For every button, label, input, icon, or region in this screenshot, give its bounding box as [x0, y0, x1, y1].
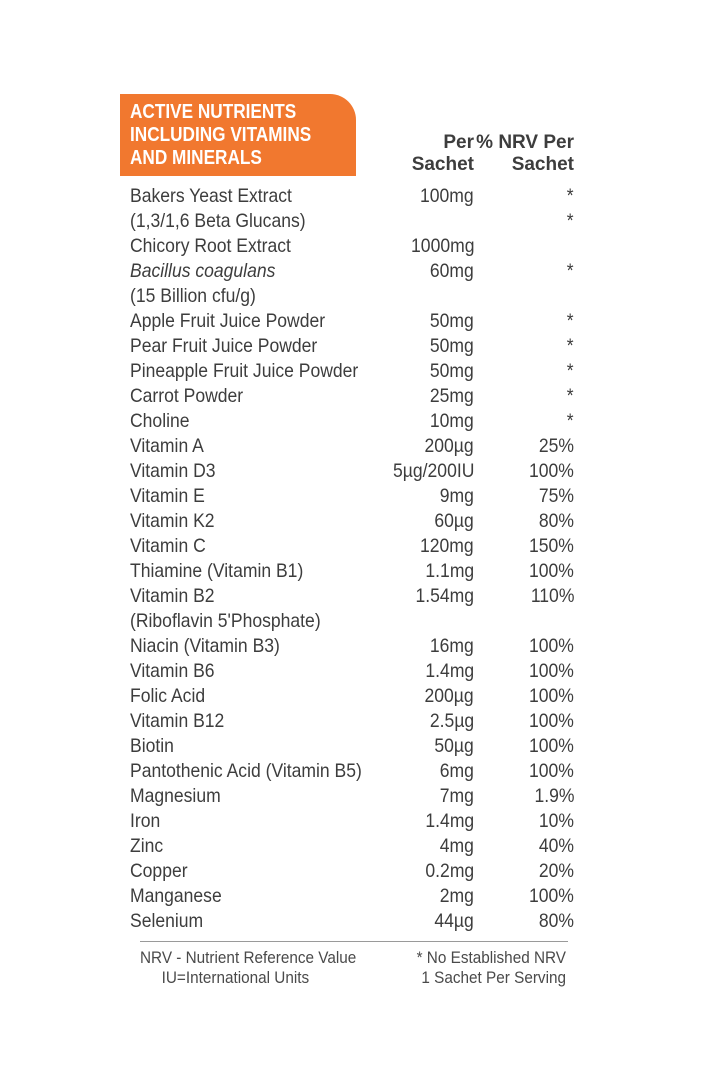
nrv-percent: * — [567, 310, 574, 332]
amount-per-sachet: 7mg — [439, 785, 474, 807]
nutrient-name: Niacin (Vitamin B3) — [130, 635, 280, 657]
footer-note: 1 Sachet Per Serving — [421, 968, 566, 987]
amount-per-sachet: 50mg — [430, 335, 474, 357]
nutrient-name: Vitamin E — [130, 485, 205, 507]
nutrient-name: (15 Billion cfu/g) — [130, 285, 256, 307]
nutrient-name: Carrot Powder — [130, 385, 244, 407]
section-title-line: AND MINERALS — [130, 147, 262, 169]
nutrient-name: Selenium — [130, 910, 204, 932]
amount-per-sachet: 50mg — [430, 360, 474, 382]
nrv-percent: 20% — [538, 860, 574, 882]
column-header-line: Sachet — [511, 154, 574, 175]
nutrient-name: Iron — [130, 810, 161, 832]
nutrient-name: Choline — [130, 410, 190, 432]
nrv-percent: 25% — [538, 435, 574, 457]
amount-per-sachet: 1.4mg — [425, 660, 474, 682]
amount-per-sachet: 10mg — [430, 410, 474, 432]
footer-note: NRV - Nutrient Reference Value — [140, 948, 357, 967]
amount-per-sachet: 25mg — [430, 385, 474, 407]
table-row — [120, 334, 580, 359]
nutrient-name: Vitamin D3 — [130, 460, 216, 482]
amount-per-sachet: 100mg — [420, 185, 474, 207]
nrv-percent: 100% — [529, 735, 574, 757]
amount-per-sachet: 120mg — [420, 535, 474, 557]
nutrient-name: Folic Acid — [130, 685, 206, 707]
table-row — [120, 384, 580, 409]
nrv-percent: 1.9% — [533, 785, 574, 807]
nutrient-name: Apple Fruit Juice Powder — [130, 310, 326, 332]
nutrient-name: Magnesium — [130, 785, 221, 807]
table-row — [120, 584, 580, 609]
nrv-percent: 100% — [529, 710, 574, 732]
nutrient-name: (Riboflavin 5'Phosphate) — [130, 610, 321, 632]
nutrition-panel — [120, 94, 580, 934]
nrv-percent: * — [567, 410, 574, 432]
nrv-percent: 75% — [538, 485, 574, 507]
nrv-percent: * — [567, 210, 574, 232]
nutrient-name: Pear Fruit Juice Powder — [130, 335, 318, 357]
nrv-percent: 100% — [529, 560, 574, 582]
amount-per-sachet: 1.1mg — [425, 560, 474, 582]
table-row — [120, 284, 580, 309]
table-row — [120, 209, 580, 234]
amount-per-sachet: 6mg — [439, 760, 474, 782]
amount-per-sachet: 2.5µg — [429, 710, 474, 732]
table-row — [120, 834, 580, 859]
nrv-percent: 150% — [529, 535, 574, 557]
column-header-line: % NRV Per — [476, 132, 574, 153]
nrv-percent: * — [567, 335, 574, 357]
nutrient-name: Vitamin C — [130, 535, 206, 557]
table-row — [120, 684, 580, 709]
nrv-percent: * — [567, 385, 574, 407]
amount-per-sachet: 50mg — [430, 310, 474, 332]
table-row — [120, 809, 580, 834]
table-header — [120, 94, 580, 178]
footer-notes-right — [400, 948, 566, 988]
nrv-percent: 80% — [538, 910, 574, 932]
table-row — [120, 309, 580, 334]
section-title-line: ACTIVE NUTRIENTS — [130, 101, 297, 123]
nutrient-name: Vitamin A — [130, 435, 204, 457]
table-row — [120, 559, 580, 584]
nutrient-name: Bacillus coagulans — [130, 260, 276, 282]
nutrient-name: Pineapple Fruit Juice Powder — [130, 360, 359, 382]
nutrient-name: Vitamin B12 — [130, 710, 225, 732]
footer-divider — [140, 941, 568, 942]
nrv-percent: 80% — [538, 510, 574, 532]
table-row — [120, 359, 580, 384]
table-row — [120, 909, 580, 934]
amount-per-sachet: 0.2mg — [425, 860, 474, 882]
nrv-percent: 10% — [538, 810, 574, 832]
nrv-percent: * — [567, 360, 574, 382]
nutrient-name: Copper — [130, 860, 188, 882]
amount-per-sachet: 200µg — [424, 685, 474, 707]
table-row — [120, 784, 580, 809]
nrv-percent: 40% — [538, 835, 574, 857]
amount-per-sachet: 60µg — [434, 510, 474, 532]
nutrient-name: Vitamin B6 — [130, 660, 215, 682]
nutrient-name: Manganese — [130, 885, 222, 907]
nutrient-name: Pantothenic Acid (Vitamin B5) — [130, 760, 362, 782]
amount-per-sachet: 4mg — [439, 835, 474, 857]
table-row — [120, 859, 580, 884]
table-row — [120, 184, 580, 209]
nrv-percent: * — [567, 185, 574, 207]
nutrient-name: Chicory Root Extract — [130, 235, 291, 257]
nrv-percent: 100% — [529, 760, 574, 782]
amount-per-sachet: 9mg — [439, 485, 474, 507]
nutrient-name: Vitamin B2 — [130, 585, 215, 607]
amount-per-sachet: 5µg/200IU — [392, 460, 474, 482]
amount-per-sachet: 1000mg — [410, 235, 474, 257]
table-row — [120, 734, 580, 759]
nrv-percent: 100% — [529, 685, 574, 707]
footer-note: IU=International Units — [161, 968, 310, 987]
table-row — [120, 459, 580, 484]
nrv-percent: 110% — [530, 585, 574, 607]
nrv-percent: 100% — [529, 635, 574, 657]
section-title-badge — [120, 94, 356, 176]
nutrient-name: Zinc — [130, 835, 164, 857]
table-row — [120, 534, 580, 559]
column-header-line: Per — [443, 132, 474, 153]
amount-per-sachet: 1.54mg — [415, 585, 474, 607]
table-row — [120, 434, 580, 459]
section-title-line: INCLUDING VITAMINS — [130, 124, 312, 146]
table-row — [120, 234, 580, 259]
nutrient-name: Vitamin K2 — [130, 510, 215, 532]
table-row — [120, 709, 580, 734]
amount-per-sachet: 60mg — [430, 260, 474, 282]
table-row — [120, 759, 580, 784]
table-row — [120, 409, 580, 434]
nrv-percent: 100% — [529, 460, 574, 482]
amount-per-sachet: 16mg — [430, 635, 474, 657]
column-header-line: Sachet — [411, 154, 474, 175]
nrv-percent: 100% — [529, 885, 574, 907]
footer-note: * No Established NRV — [416, 948, 566, 967]
column-header-nrv — [476, 132, 574, 176]
column-header-per-sachet — [412, 132, 474, 176]
nutrient-name: Bakers Yeast Extract — [130, 185, 292, 207]
nutrient-name: Biotin — [130, 735, 174, 757]
nrv-percent: * — [567, 260, 574, 282]
table-row — [120, 659, 580, 684]
table-row — [120, 509, 580, 534]
table-row — [120, 634, 580, 659]
amount-per-sachet: 44µg — [434, 910, 474, 932]
table-row — [120, 484, 580, 509]
table-row — [120, 259, 580, 284]
amount-per-sachet: 1.4mg — [425, 810, 474, 832]
nrv-percent: 100% — [529, 660, 574, 682]
amount-per-sachet: 50µg — [434, 735, 474, 757]
table-row — [120, 884, 580, 909]
nutrient-name: Thiamine (Vitamin B1) — [130, 560, 304, 582]
footer-notes-left — [140, 948, 380, 988]
amount-per-sachet: 2mg — [439, 885, 474, 907]
nutrient-list — [120, 184, 580, 934]
nutrient-name: (1,3/1,6 Beta Glucans) — [130, 210, 306, 232]
amount-per-sachet: 200µg — [424, 435, 474, 457]
table-row — [120, 609, 580, 634]
